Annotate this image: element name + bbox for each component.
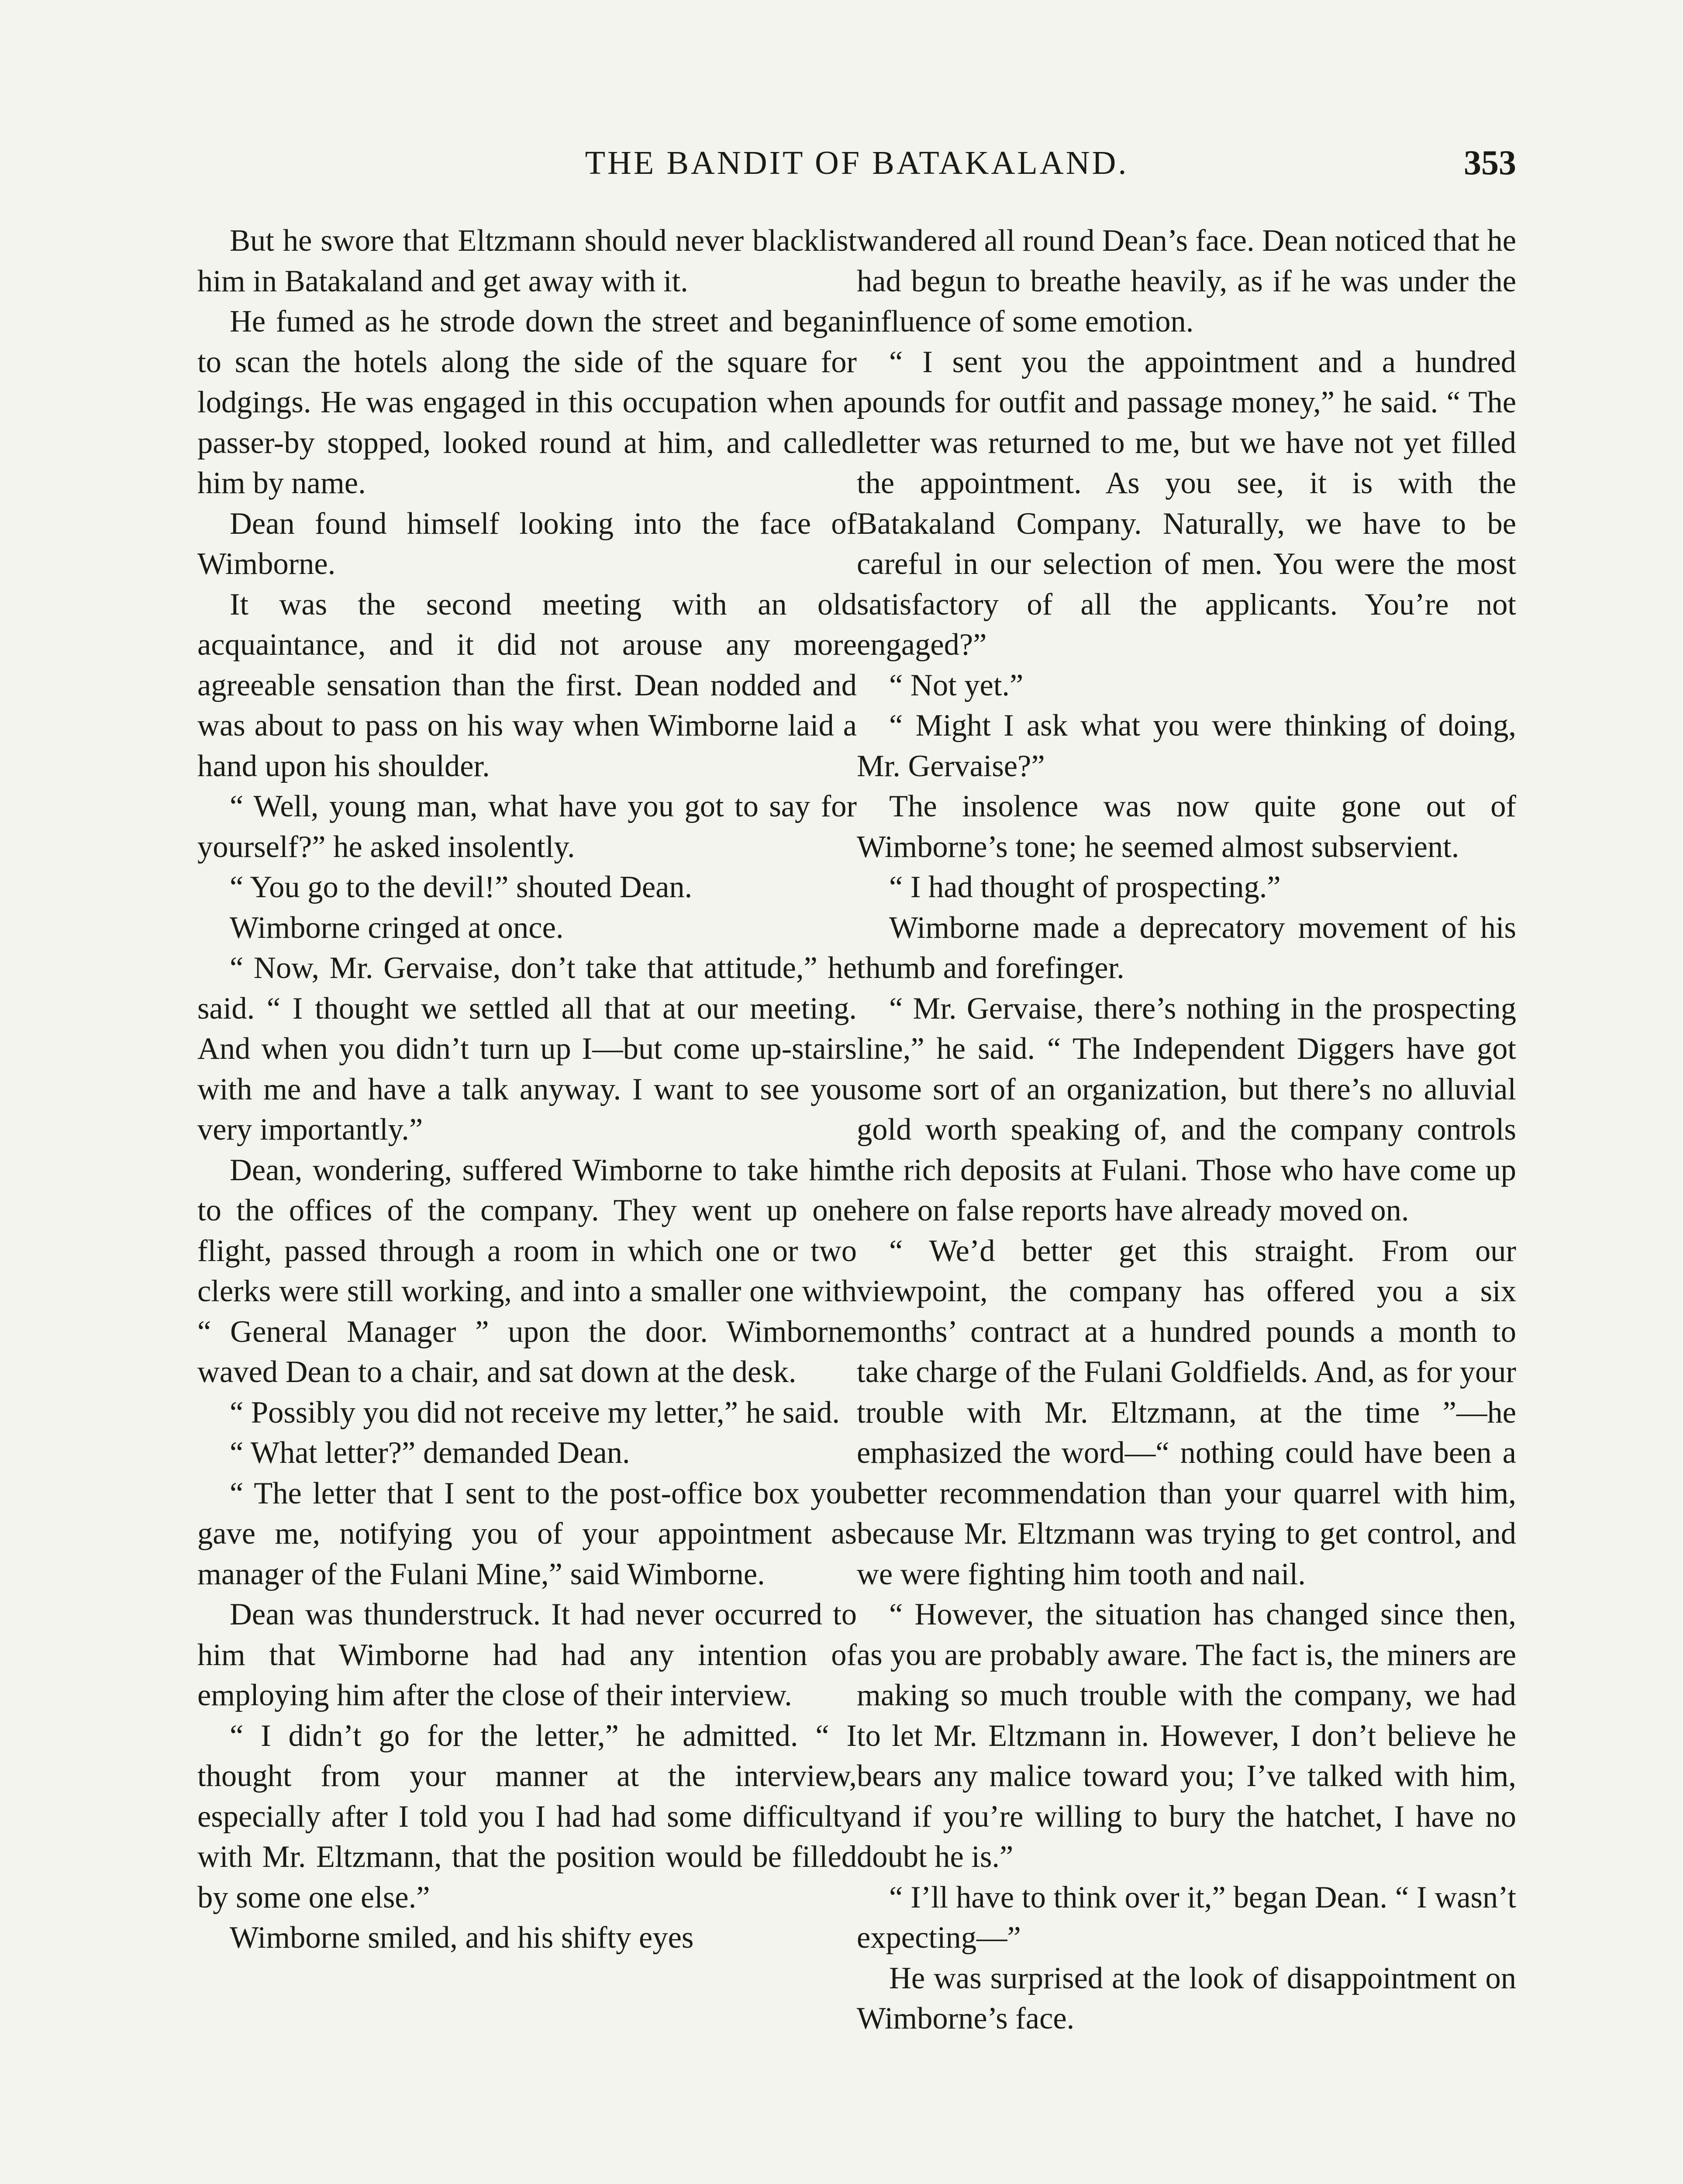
- paragraph: But he swore that Eltzmann should never blacklist him in Batakaland and get away with it.: [197, 224, 857, 298]
- paragraph: The insolence was now quite gone out of Wimborne’s tone; he seemed almost subservient.: [857, 789, 1516, 864]
- paragraph: Wimborne made a deprecatory movement of his thumb and forefinger.: [857, 910, 1516, 985]
- paragraph: Dean, wondering, suffered Wimborne to take him to the offices of the company. They went up one flight, passed through a room in which one or two clerks were still working, and into a smaller one with “ General Manager ” upon the door. Wimborne waved Dean to a chair, and sat down at the desk.: [197, 1153, 857, 1389]
- running-header: [197, 127, 1516, 197]
- left-column: [197, 221, 857, 2184]
- paragraph: wandered all round Dean’s face. Dean noticed that he had begun to breathe heavily, as if he was under the influence of some emotion.: [857, 224, 1516, 339]
- page-number: 353: [1464, 144, 1516, 182]
- paragraph: “ Now, Mr. Gervaise, don’t take that attitude,” he said. “ I thought we settled all that at our meeting. And when you didn’t turn up I—but come up-stairs with me and have a talk anyway. I want to see you very importantly.”: [197, 951, 857, 1147]
- paragraph: Dean found himself looking into the face of Wimborne.: [197, 506, 857, 581]
- paragraph: “ Possibly you did not receive my letter,” he said.: [230, 1395, 840, 1430]
- paragraph: “ Might I ask what you were thinking of doing, Mr. Gervaise?”: [857, 708, 1516, 783]
- paragraph: “ Well, young man, what have you got to say for yourself?” he asked insolently.: [197, 789, 857, 864]
- paragraph: Dean was thunderstruck. It had never occurred to him that Wimborne had had any intention of employing him after the close of their interview.: [197, 1597, 857, 1712]
- paragraph: “ We’d better get this straight. From our viewpoint, the company has offered you a six months’ contract at a hundred pounds a month to take charge of the Fulani Goldfields. And, as for your trouble with Mr. Eltzmann, at the time ”—he emphasized the word—“ nothing could have been a better recommendation than your quarrel with him, because Mr. Eltzmann was trying to get control, and we were fighting him tooth and nail.: [857, 1234, 1516, 1591]
- paragraph: “ I had thought of prospecting.”: [889, 870, 1281, 904]
- paragraph: “ Not yet.”: [889, 668, 1024, 702]
- paragraph: “ Mr. Gervaise, there’s nothing in the prospecting line,” he said. “ The Independent Diggers have got some sort of an organization, but there’s no alluvial gold worth speaking of, and the company controls the rich deposits at Fulani. Those who have come up here on false reports have already moved on.: [857, 991, 1516, 1227]
- paragraph: “ I sent you the appointment and a hundred pounds for outfit and passage money,” he said. “ The letter was returned to me, but we have not yet filled the appointment. As you see, it is with the Batakaland Company. Naturally, we have to be careful in our selection of men. You were the most satisfactory of all the applicants. You’re not engaged?”: [857, 345, 1516, 662]
- paragraph: “ You go to the devil!” shouted Dean.: [230, 870, 693, 904]
- running-title: THE BANDIT OF BATAKALAND.: [585, 145, 1129, 181]
- paragraph: “ I didn’t go for the letter,” he admitted. “ I thought from your manner at the interview, especially after I told you I had had some difficulty with Mr. Eltzmann, that the position would be filled by some one else.”: [197, 1718, 857, 1914]
- paragraph: It was the second meeting with an old acquaintance, and it did not arouse any more agreeable sensation than the first. Dean nodded and was about to pass on his way when Wimborne laid a hand upon his shoulder.: [197, 587, 857, 783]
- paragraph: Wimborne smiled, and his shifty eyes: [230, 1921, 694, 1955]
- paragraph: “ The letter that I sent to the post-office box you gave me, notifying you of your appointment as manager of the Fulani Mine,” said Wimborne.: [197, 1476, 857, 1591]
- right-column: [857, 221, 1516, 2184]
- paragraph: He fumed as he strode down the street and began to scan the hotels along the side of the square for lodgings. He was engaged in this occupation when a passer-by stopped, looked round at him, and called him by name.: [197, 304, 857, 500]
- paragraph: He was surprised at the look of disappointment on Wimborne’s face.: [857, 1961, 1516, 2035]
- paragraph: “ What letter?” demanded Dean.: [230, 1436, 630, 1470]
- paragraph: “ I’ll have to think over it,” began Dean. “ I wasn’t expecting—”: [857, 1880, 1516, 1955]
- paragraph: “ However, the situation has changed since then, as you are probably aware. The fact is, the miners are making so much trouble with the company, we had to let Mr. Eltzmann in. However, I don’t believe he bears any malice toward you; I’ve talked with him, and if you’re willing to bury the hatchet, I have no doubt he is.”: [857, 1597, 1516, 1874]
- paragraph: Wimborne cringed at once.: [230, 910, 564, 945]
